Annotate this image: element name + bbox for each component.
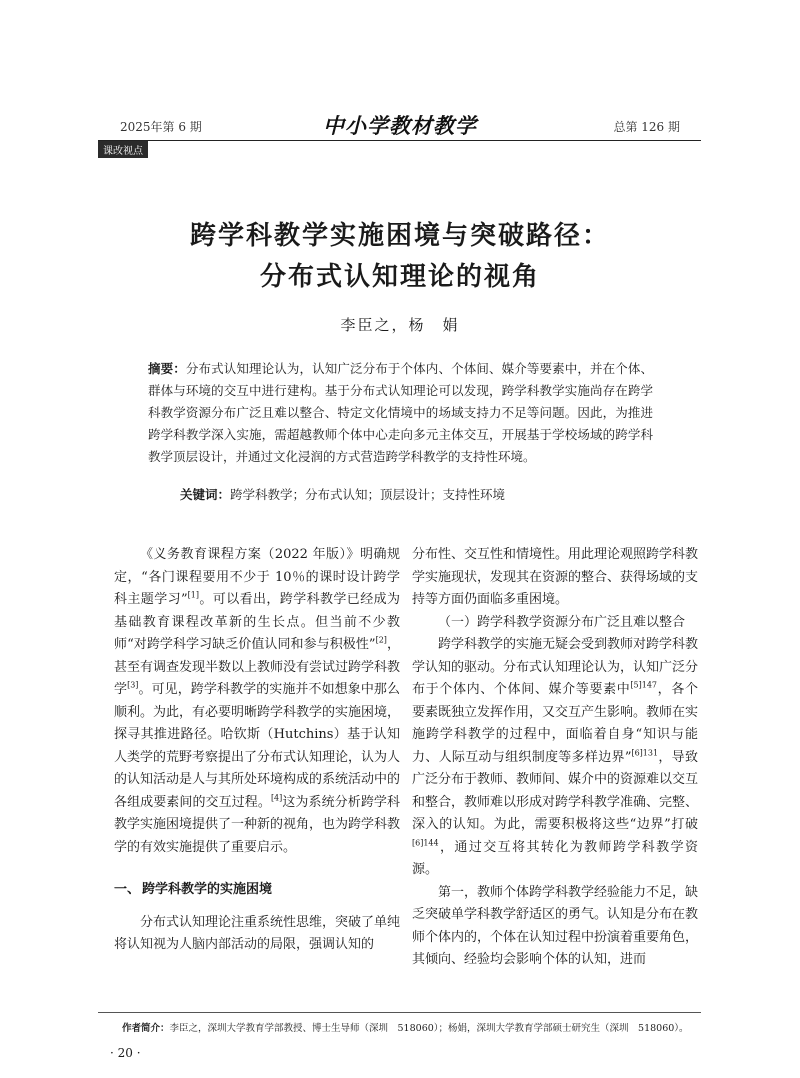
paragraph: 分布性、交互性和情境性。用此理论观照跨学科教学实施现状，发现其在资源的整合、获得场域的支持等方面仍面临多重困境。 bbox=[412, 547, 699, 607]
paragraph: 《义务教育课程方案（2022 年版）》明确规定，“各门课程要用不少于 10％的课时设计跨学科主题学习”[1]。可以看出，跨学科教学已经成为基础教育课程改革新的生长点。但当前不少教师“对跨学科学习缺乏价值认同和参与积极性”[2]，甚至有调查发现半数以上教师没有尝试过跨学科教学[3]。可见，跨学科教学的实施并不如想象中那么顺利。为此，有必要明晰跨学科教学的实施困境，探寻其推进路径。哈钦斯（Hutchins）基于认知人类学的荒野考察提出了分布式认知理论，认为人的认知活动是人与其所处环境构成的系统活动中的各组成要素间的交互过程。[4]这为系统分析跨学科教学实施困境提供了一种新的视角，也为跨学科教学的有效实施提供了重要启示。 bbox=[114, 547, 401, 855]
paragraph: 第一，教师个体跨学科教学经验能力不足，缺乏突破单学科教学舒适区的勇气。认知是分布在教师个体内的，个体在认知过程中扮演着重要角色，其倾向、经验均会影响个体的认知，进而 bbox=[412, 884, 699, 967]
column-tag: 课改视点 bbox=[98, 141, 148, 158]
journal-logo: 中小学教材教学 bbox=[323, 113, 477, 138]
keywords-text: 跨学科教学；分布式认知；顶层设计；支持性环境 bbox=[230, 487, 506, 502]
abstract bbox=[148, 358, 653, 468]
body-left-column bbox=[114, 544, 400, 957]
paragraph: 跨学科教学的实施无疑会受到教师对跨学科教学认知的驱动。分布式认知理论认为，认知广泛分布于个体内、个体间、媒介等要素中$^{[5]147}$，各个要素既独立发挥作用，又交互产生影响。教师在实施跨学科教学的过程中，面临着自身“知识与能力、人际互动与组织制度等多样边界”$^{[6]131}$，导致广泛分布于教师、教师间、媒介中的资源难以交互和整合，教师难以形成对跨学科教学准确、完整、深入的认知。为此，需要积极将这些“边界”打破$^{[6]144}$，通过交互将其转化为教师跨学科教学资源。 bbox=[412, 637, 699, 877]
abstract-label: 摘要： bbox=[148, 361, 186, 376]
footnote-rule bbox=[98, 1012, 701, 1013]
article-title-line2: 分布式认知理论的视角 bbox=[259, 262, 540, 292]
citation: [6]131 bbox=[631, 748, 659, 758]
page-number: · 20 · bbox=[110, 1046, 141, 1060]
abstract-text: 分布式认知理论认为，认知广泛分布于个体内、个体间、媒介等要素中，并在个体、群体与环境的交互中进行建构。基于分布式认知理论可以发现，跨学科教学实施尚存在跨学科教学资源分布广泛且难以整合、特定文化情境中的场域支持力不足等问题。因此，为推进跨学科教学深入实施，需超越教师个体中心走向多元主体交互，开展基于学校场域的跨学科教学顶层设计，并通过文化浸润的方式营造跨学科教学的支持性环境。 bbox=[148, 361, 653, 464]
keywords-label: 关键词： bbox=[180, 487, 231, 502]
citation: [1] bbox=[187, 590, 199, 600]
issue-number: 2025年第 6 期 bbox=[120, 120, 202, 134]
authors: 李臣之，杨 娟 bbox=[340, 316, 460, 334]
header-rule bbox=[98, 140, 701, 141]
citation: [6]144 bbox=[412, 838, 439, 848]
paragraph: 分布式认知理论注重系统性思维，突破了单纯将认知视为人脑内部活动的局限，强调认知的 bbox=[114, 914, 401, 952]
citation: [2] bbox=[375, 635, 387, 645]
total-issue: 总第 126 期 bbox=[613, 120, 680, 134]
article-title-line1: 跨学科教学实施困境与突破路径： bbox=[189, 221, 610, 251]
footnote-label: 作者简介： bbox=[122, 1023, 170, 1034]
footnote-text: 李臣之，深圳大学教育学部教授、博士生导师（深圳 518060）；杨娟，深圳大学教育学部硕士研究生（深圳 518060）。 bbox=[169, 1023, 689, 1034]
author-footnote bbox=[122, 1020, 702, 1034]
citation: [5]147 bbox=[630, 680, 658, 690]
citation: [4] bbox=[270, 793, 283, 803]
section-heading: 一、 跨学科教学的实施困境 bbox=[114, 882, 273, 897]
keywords bbox=[180, 484, 660, 506]
subsection-heading: （一）跨学科教学资源分布广泛且难以整合 bbox=[438, 614, 686, 630]
body-right-column bbox=[412, 544, 698, 972]
citation: [3] bbox=[127, 680, 139, 690]
